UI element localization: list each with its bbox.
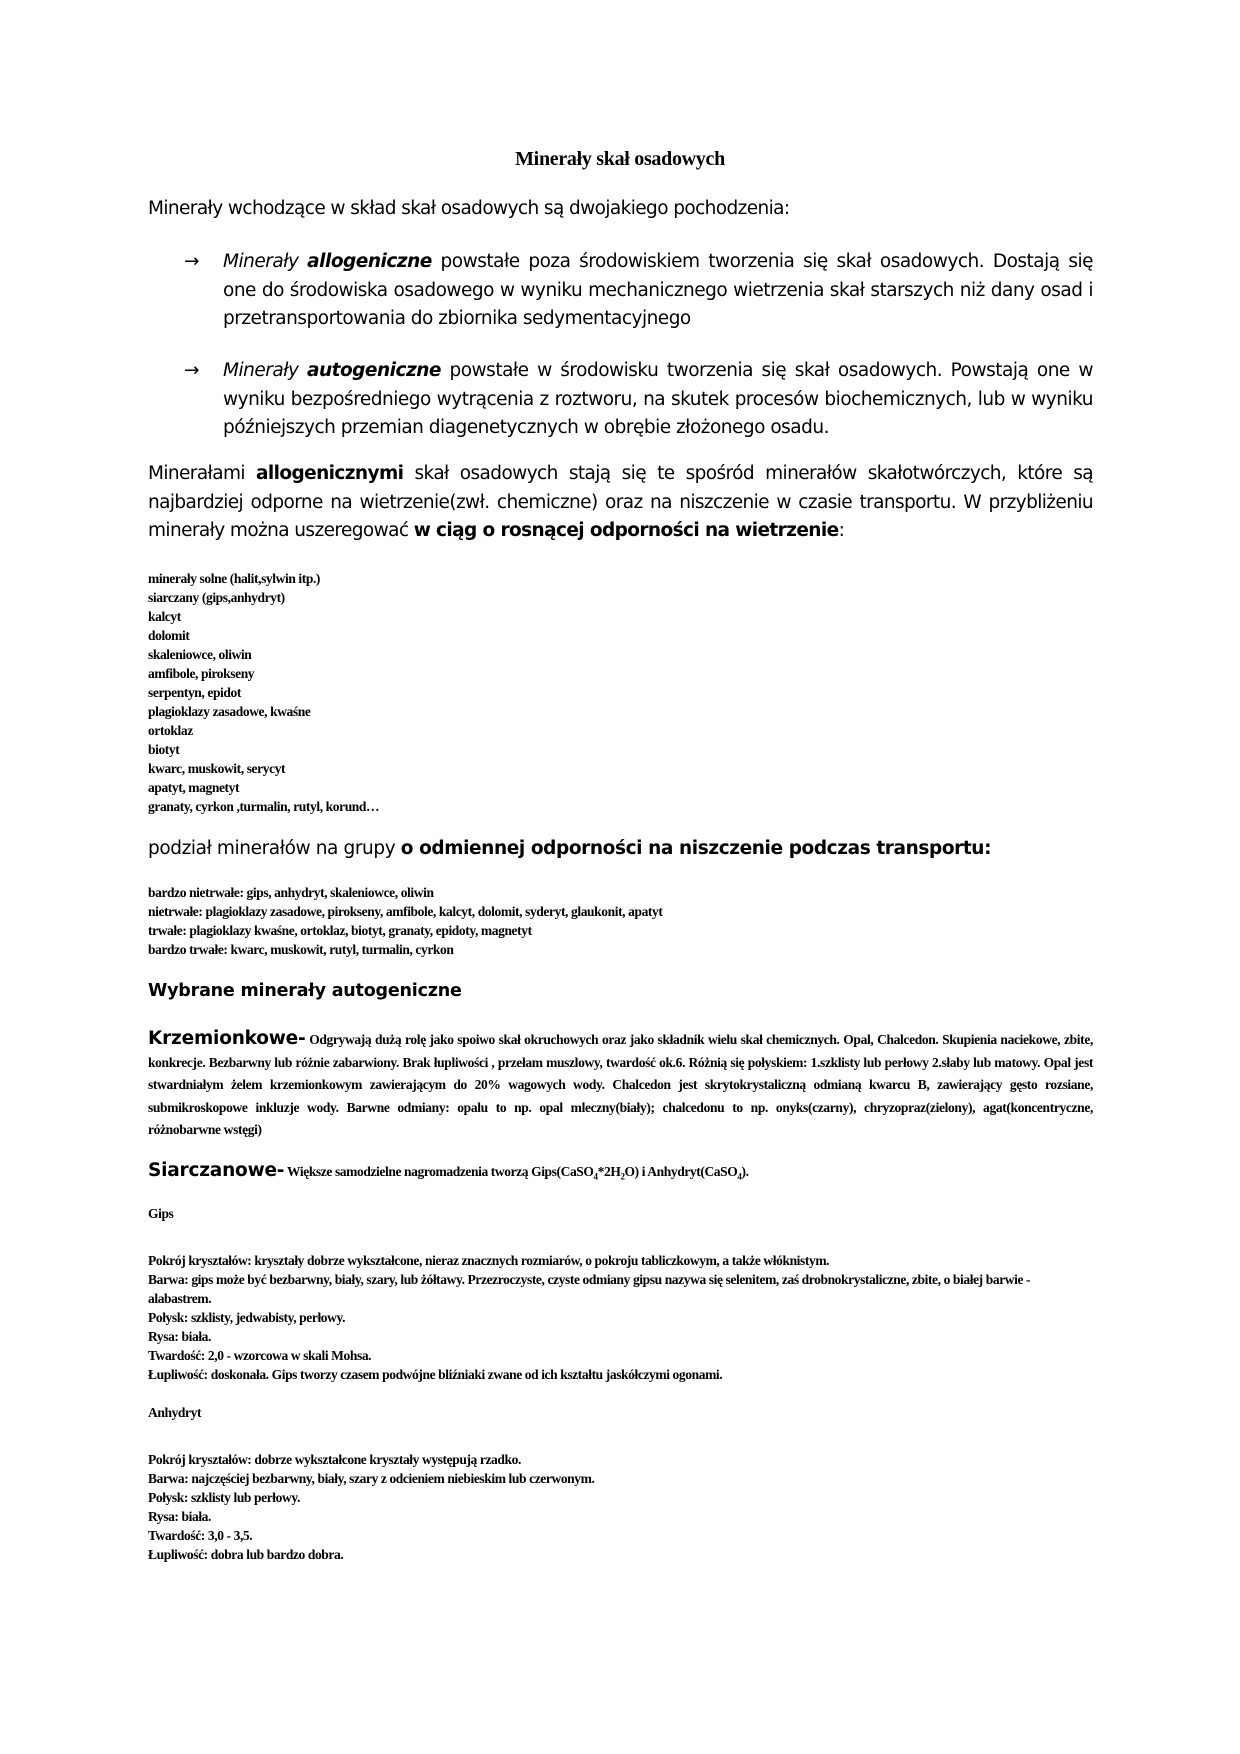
property-value: najczęściej bezbarwny, biały, szary z odcieniem niebieskim lub czerwonym. — [188, 1471, 595, 1486]
group-row — [148, 921, 662, 940]
property-label: Twardość: — [148, 1528, 205, 1543]
text: podział minerałów na grupy — [148, 838, 401, 859]
siarczanowe-paragraph — [148, 1160, 749, 1182]
text: Większe samodzielne nagromadzenia tworzą Gips(CaSO — [284, 1164, 594, 1179]
arrow-icon: → — [184, 251, 200, 272]
property-value: 2,0 - wzorcowa w skali Mohsa. — [204, 1348, 372, 1363]
group-value: plagioklazy kwaśne, ortoklaz, biotyt, granaty, epidoty, magnetyt — [186, 923, 532, 938]
property-row — [148, 1251, 1048, 1270]
section-lead: Krzemionkowe- — [148, 1028, 306, 1049]
autogenic-heading: Wybrane minerały autogeniczne — [148, 981, 462, 1001]
property-value: 3,0 - 3,5. — [204, 1528, 253, 1543]
text: O) i Anhydryt(CaSO — [624, 1164, 738, 1179]
list-item: apatyt, magnetyt — [148, 780, 240, 795]
list-item: granaty, cyrkon ,turmalin, rutyl, korund… — [148, 799, 380, 814]
term-autogeniczne: autogeniczne — [306, 360, 441, 381]
property-row — [148, 1270, 1048, 1308]
group-label: nietrwałe: — [148, 904, 203, 919]
text: skał osadowych stają się te spośród minerałów skałotwórczych, które są najbardziej odporne na wietrzenie(zwł. chemiczne) oraz na niszczenie w czasie transportu. W przybliżeniu minerały można uszeregować — [148, 463, 1094, 541]
property-value: doskonała. Gips tworzy czasem podwójne bliźniaki zwane od ich kształtu jaskółczymi ogonami. — [207, 1367, 723, 1382]
property-row — [148, 1469, 1048, 1488]
property-value: szklisty, jedwabisty, perłowy. — [187, 1310, 346, 1325]
transport-groups — [148, 883, 662, 959]
gips-heading: Gips — [148, 1206, 174, 1221]
property-value: dobrze wykształcone kryształy występują rzadko. — [251, 1452, 521, 1467]
property-row — [148, 1346, 1048, 1365]
property-value: kryształy dobrze wykształcone, nieraz znacznych rozmiarów, o pokroju tabliczkowym, a także włóknistym. — [251, 1253, 830, 1268]
bullet-body: powstałe poza środowiskiem tworzenia się skał osadowych. Dostają się one do środowiska osadowego w wyniku mechanicznego wietrzenia skał starszych niż dany osad i przetransportowania do zbiornika sedymentacyjnego — [223, 251, 1093, 329]
property-row — [148, 1507, 1048, 1526]
intro-sentence: Minerały wchodzące w skład skał osadowych są dwojakiego pochodzenia: — [148, 198, 790, 219]
page-title: Minerały skał osadowych — [515, 148, 725, 170]
bullet-text — [223, 248, 1093, 334]
property-row — [148, 1365, 1048, 1384]
italic-prefix: Minerały — [223, 360, 307, 381]
allogenic-paragraph — [148, 460, 1093, 546]
group-row — [148, 883, 662, 902]
property-value: biała. — [178, 1509, 211, 1524]
property-row — [148, 1327, 1048, 1346]
group-value: kwarc, muskowit, rutyl, turmalin, cyrkon — [227, 942, 454, 957]
group-row — [148, 902, 662, 921]
bullet-body: powstałe w środowisku tworzenia się skał osadowych. Powstają one w wyniku bezpośredniego wytrącenia z roztworu, na skutek procesów biochemicznych, lub w wyniku późniejszych przemian diagenetycznych w obrębie złożonego osadu. — [223, 360, 1093, 438]
bold-term: allogenicznymi — [256, 463, 404, 484]
property-row — [148, 1450, 1048, 1469]
arrow-icon: → — [184, 360, 200, 381]
property-row — [148, 1308, 1048, 1327]
section-lead: Siarczanowe- — [148, 1160, 285, 1181]
property-value: biała. — [178, 1329, 211, 1344]
property-value: szklisty lub perłowy. — [187, 1490, 300, 1505]
anhydryt-properties — [148, 1450, 1048, 1564]
resistance-series-list — [148, 569, 379, 816]
group-label: bardzo trwałe: — [148, 942, 228, 957]
property-label: Rysa: — [148, 1329, 179, 1344]
text: : — [838, 520, 845, 541]
group-value: gips, anhydryt, skaleniowce, oliwin — [243, 885, 434, 900]
subscript: 2 — [620, 1171, 625, 1182]
list-item: kalcyt — [148, 609, 181, 624]
list-item: kwarc, muskowit, serycyt — [148, 761, 286, 776]
list-item: biotyt — [148, 742, 180, 757]
property-label: Barwa: — [148, 1471, 189, 1486]
property-label: Połysk: — [148, 1490, 188, 1505]
group-row — [148, 940, 662, 959]
property-label: Pokrój kryształów: — [148, 1452, 252, 1467]
list-item: plagioklazy zasadowe, kwaśne — [148, 704, 311, 719]
list-item: ortoklaz — [148, 723, 193, 738]
group-value: plagioklazy zasadowe, pirokseny, amfibole, kalcyt, dolomit, syderyt, glaukonit, apatyt — [202, 904, 663, 919]
text: ). — [741, 1164, 749, 1179]
property-label: Pokrój kryształów: — [148, 1253, 252, 1268]
italic-prefix: Minerały — [223, 251, 308, 272]
bullet-allogenic — [148, 248, 1093, 334]
bullet-text — [223, 357, 1093, 443]
text: *2H — [597, 1164, 621, 1179]
transport-heading — [148, 838, 991, 859]
bold-term: w ciąg o rosnącej odporności na wietrzenie — [413, 520, 839, 541]
subscript: 4 — [737, 1171, 742, 1182]
list-item: minerały solne (halit,sylwin itp.) — [148, 571, 321, 586]
list-item: serpentyn, epidot — [148, 685, 241, 700]
list-item: siarczany (gips,anhydryt) — [148, 590, 285, 605]
property-label: Rysa: — [148, 1509, 179, 1524]
property-label: Łupliwość: — [148, 1547, 208, 1562]
section-body: Odgrywają dużą rolę jako spoiwo skał okruchowych oraz jako składnik wielu skał chemicznych. Opal, Chalcedon. Skupienia naciekowe, zbite, konkrecje. Bezbarwny lub różnie zabarwiony. Brak łupliwości , przełam muszlowy, twardość ok.6. Różnią się połyskiem: 1.szklisty lub perłowy 2.słaby lub matowy. Opal jest stwardniałym żelem krzemionkowym zawierającym do 20% wagowych wody. Chalcedon jest skrytokrystaliczną odmianą kwarcu B, zawierający gęsto rozsiane, submikroskopowe inkluzje wody. Barwne odmiany: opalu to np. opal mleczny(biały); chalcedonu to np. onyks(czarny), chryzopraz(zielony), agat(koncentryczne, różnobarwne wstęgi) — [148, 1032, 1093, 1137]
property-label: Barwa: — [148, 1272, 189, 1287]
krzemionkowe-paragraph — [148, 1028, 1093, 1142]
term-allogeniczne: allogeniczne — [307, 251, 432, 272]
list-item: skaleniowce, oliwin — [148, 647, 252, 662]
property-row — [148, 1545, 1048, 1564]
group-label: bardzo nietrwałe: — [148, 885, 244, 900]
anhydryt-heading: Anhydryt — [148, 1405, 202, 1420]
property-value: gips może być bezbarwny, biały, szary, lub żółtawy. Przezroczyste, czyste odmiany gipsu nazywa się selenitem, zaś drobnokrystaliczne, zbite, o białej barwie - alabastrem. — [148, 1272, 1031, 1306]
subscript: 4 — [593, 1171, 598, 1182]
bullet-autogenic — [148, 357, 1093, 443]
property-row — [148, 1488, 1048, 1507]
gips-properties — [148, 1251, 1048, 1384]
property-row — [148, 1526, 1048, 1545]
property-label: Twardość: — [148, 1348, 205, 1363]
list-item: amfibole, pirokseny — [148, 666, 255, 681]
bold-term: o odmiennej odporności na niszczenie podczas transportu: — [400, 838, 992, 859]
group-label: trwałe: — [148, 923, 187, 938]
list-item: dolomit — [148, 628, 190, 643]
text: Minerałami — [148, 463, 257, 484]
property-label: Łupliwość: — [148, 1367, 208, 1382]
property-value: dobra lub bardzo dobra. — [207, 1547, 344, 1562]
property-label: Połysk: — [148, 1310, 188, 1325]
